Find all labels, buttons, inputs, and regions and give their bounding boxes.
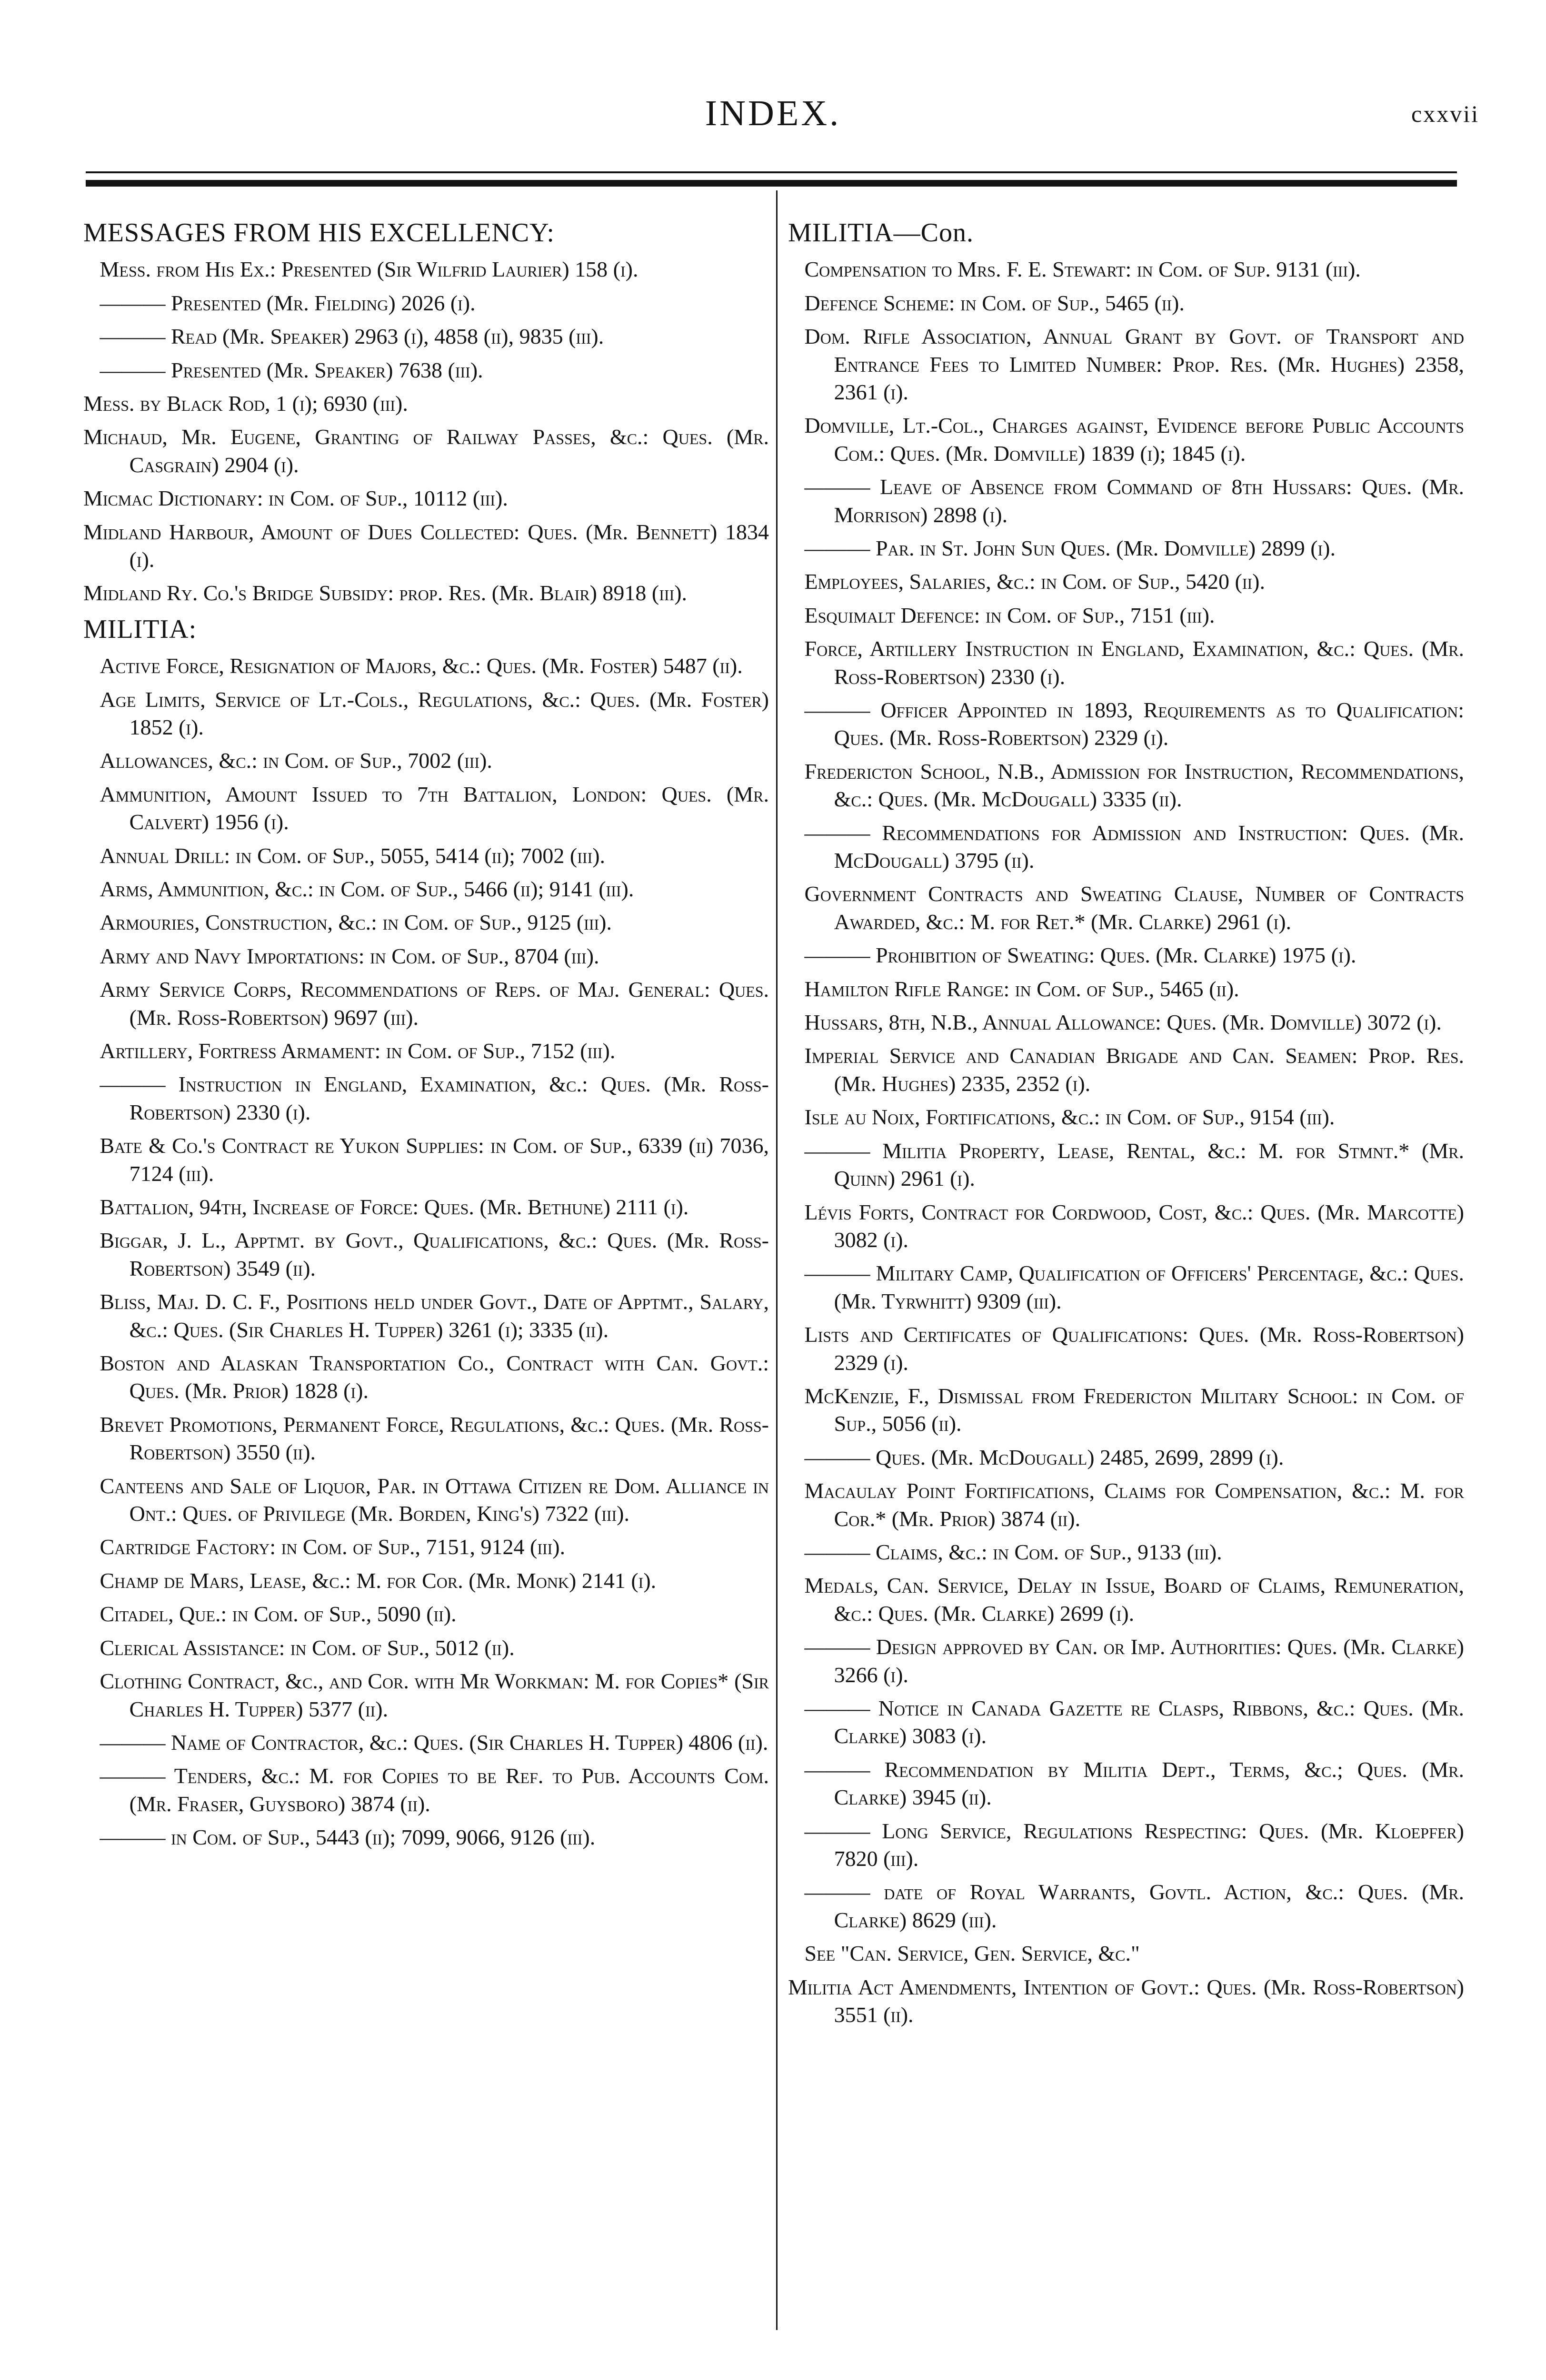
index-entry: ——— Recommendation by Militia Dept., Terms, &c.; Ques. (Mr. Clarke) 3945 (ii).: [804, 1757, 1464, 1810]
index-entry: Imperial Service and Canadian Brigade and Can. Seamen: Prop. Res. (Mr. Hughes) 2335, 2352 (i).: [804, 1043, 1464, 1096]
index-entry: Michaud, Mr. Eugene, Granting of Railway Passes, &c.: Ques. (Mr. Casgrain) 2904 (i).: [83, 425, 769, 477]
index-entry: Citadel, Que.: in Com. of Sup., 5090 (ii).: [100, 1602, 457, 1626]
index-entry: Army and Navy Importations: in Com. of Sup., 8704 (iii).: [100, 943, 599, 968]
index-entry: ——— Ques. (Mr. McDougall) 2485, 2699, 2899 (i).: [804, 1445, 1284, 1469]
index-entry: ——— Design approved by Can. or Imp. Authorities: Ques. (Mr. Clarke) 3266 (i).: [804, 1635, 1464, 1687]
index-entry: Micmac Dictionary: in Com. of Sup., 10112 (iii).: [83, 486, 508, 511]
column-divider: [776, 190, 778, 2330]
index-entry: Boston and Alaskan Transportation Co., Contract with Can. Govt.: Ques. (Mr. Prior) 1828 (i).: [100, 1351, 769, 1403]
index-entry: Ammunition, Amount Issued to 7th Battalion, London: Ques. (Mr. Calvert) 1956 (i).: [100, 782, 769, 834]
header-rule-thick: [86, 180, 1457, 187]
index-entry: Bate & Co.'s Contract re Yukon Supplies: in Com. of Sup., 6339 (ii) 7036, 7124 (iii).: [100, 1133, 769, 1186]
index-entry: Macaulay Point Fortifications, Claims for Compensation, &c.: M. for Cor.* (Mr. Prior) 3874 (ii).: [804, 1478, 1464, 1531]
index-entry: ——— Recommendations for Admission and Instruction: Ques. (Mr. McDougall) 3795 (ii).: [804, 820, 1464, 873]
index-entry: ——— Notice in Canada Gazette re Clasps, Ribbons, &c.: Ques. (Mr. Clarke) 3083 (i).: [804, 1696, 1464, 1748]
index-entry: ——— Instruction in England, Examination, &c.: Ques. (Mr. Ross-Robertson) 2330 (i).: [100, 1072, 769, 1124]
index-entry: Midland Harbour, Amount of Dues Collected: Ques. (Mr. Bennett) 1834 (i).: [83, 519, 769, 572]
index-entry: ——— Long Service, Regulations Respecting: Ques. (Mr. Kloepfer) 7820 (iii).: [804, 1818, 1464, 1871]
index-entry: Compensation to Mrs. F. E. Stewart: in Com. of Sup. 9131 (iii).: [804, 257, 1361, 282]
index-entry: ——— Officer Appointed in 1893, Requirements as to Qualification: Ques. (Mr. Ross-Robertson) 2329 (i).: [804, 698, 1464, 750]
index-entry: Medals, Can. Service, Delay in Issue, Board of Claims, Remuneration, &c.: Ques. (Mr. Clarke) 2699 (i).: [804, 1573, 1464, 1626]
index-entry: Allowances, &c.: in Com. of Sup., 7002 (iii).: [100, 748, 492, 773]
index-entry: ——— Military Camp, Qualification of Officers' Percentage, &c.: Ques. (Mr. Tyrwhitt) 9309 (iii).: [804, 1261, 1464, 1313]
index-entry: ——— Tenders, &c.: M. for Copies to be Ref. to Pub. Accounts Com. (Mr. Fraser, Guysboro) 3874 (ii).: [100, 1764, 769, 1816]
index-entry: ——— Claims, &c.: in Com. of Sup., 9133 (iii).: [804, 1539, 1222, 1564]
header-rule-thin: [86, 171, 1457, 173]
index-entry: ——— Presented (Mr. Speaker) 7638 (iii).: [100, 357, 483, 382]
page-title: INDEX.: [705, 93, 841, 133]
index-entry: ——— Read (Mr. Speaker) 2963 (i), 4858 (ii), 9835 (iii).: [100, 324, 604, 349]
index-entry: Employees, Salaries, &c.: in Com. of Sup., 5420 (ii).: [804, 569, 1265, 594]
index-entry: Army Service Corps, Recommendations of Reps. of Maj. General: Ques. (Mr. Ross-Robertson) 9697 (iii).: [100, 977, 769, 1030]
index-entry: Mess. from His Ex.: Presented (Sir Wilfrid Laurier) 158 (i).: [100, 257, 638, 282]
index-entry: Clerical Assistance: in Com. of Sup., 5012 (ii).: [100, 1635, 515, 1660]
index-heading: MILITIA—Con.: [788, 218, 974, 248]
index-entry: Fredericton School, N.B., Admission for Instruction, Recommendations, &c.: Ques. (Mr. McDougall) 3335 (ii).: [804, 759, 1464, 812]
index-entry: Lists and Certificates of Qualifications: Ques. (Mr. Ross-Robertson) 2329 (i).: [804, 1322, 1464, 1375]
index-entry: Lévis Forts, Contract for Cordwood, Cost, &c.: Ques. (Mr. Marcotte) 3082 (i).: [804, 1200, 1464, 1252]
index-entry: Canteens and Sale of Liquor, Par. in Ottawa Citizen re Dom. Alliance in Ont.: Ques. of Privilege (Mr. Borden, King's) 7322 (iii).: [100, 1473, 769, 1526]
index-entry: ——— Militia Property, Lease, Rental, &c.: M. for Stmnt.* (Mr. Quinn) 2961 (i).: [804, 1138, 1464, 1191]
index-entry: ——— Leave of Absence from Command of 8th Hussars: Ques. (Mr. Morrison) 2898 (i).: [804, 475, 1464, 527]
index-entry: Arms, Ammunition, &c.: in Com. of Sup., 5466 (ii); 9141 (iii).: [100, 876, 634, 901]
index-entry: Defence Scheme: in Com. of Sup., 5465 (ii).: [804, 290, 1185, 315]
index-entry: Champ de Mars, Lease, &c.: M. for Cor. (Mr. Monk) 2141 (i).: [100, 1568, 657, 1593]
index-entry: Armouries, Construction, &c.: in Com. of Sup., 9125 (iii).: [100, 910, 612, 935]
index-entry: Midland Ry. Co.'s Bridge Subsidy: prop. Res. (Mr. Blair) 8918 (iii).: [83, 581, 688, 605]
index-entry: Government Contracts and Sweating Clause, Number of Contracts Awarded, &c.: M. for Ret.* (Mr. Clarke) 2961 (i).: [804, 882, 1464, 934]
index-entry: ——— Name of Contractor, &c.: Ques. (Sir Charles H. Tupper) 4806 (ii).: [100, 1730, 768, 1755]
index-entry: McKenzie, F., Dismissal from Fredericton Military School: in Com. of Sup., 5056 (ii).: [804, 1383, 1464, 1436]
index-entry: ——— Par. in St. John Sun Ques. (Mr. Domville) 2899 (i).: [804, 536, 1336, 560]
index-entry: Force, Artillery Instruction in England, Examination, &c.: Ques. (Mr. Ross-Robertson) 2330 (i).: [804, 636, 1464, 689]
page-number: cxxvii: [1411, 100, 1479, 127]
index-entry: Cartridge Factory: in Com. of Sup., 7151, 9124 (iii).: [100, 1535, 566, 1559]
index-heading: MILITIA:: [83, 614, 197, 644]
index-entry: Mess. by Black Rod, 1 (i); 6930 (iii).: [83, 391, 408, 416]
index-entry: Hussars, 8th, N.B., Annual Allowance: Ques. (Mr. Domville) 3072 (i).: [804, 1010, 1442, 1035]
index-entry: Esquimalt Defence: in Com. of Sup., 7151 (iii).: [804, 603, 1215, 627]
index-entry: Militia Act Amendments, Intention of Govt.: Ques. (Mr. Ross-Robertson) 3551 (ii).: [788, 1974, 1464, 2027]
index-heading: MESSAGES FROM HIS EXCELLENCY:: [83, 218, 555, 248]
right-column: [788, 217, 1464, 2034]
index-entry: Annual Drill: in Com. of Sup., 5055, 5414 (ii); 7002 (iii).: [100, 843, 606, 868]
index-entry: ——— in Com. of Sup., 5443 (ii); 7099, 9066, 9126 (iii).: [100, 1825, 596, 1850]
index-entry: Biggar, J. L., Apptmt. by Govt., Qualifications, &c.: Ques. (Mr. Ross-Robertson) 3549 (ii).: [100, 1228, 769, 1280]
index-entry: Bliss, Maj. D. C. F., Positions held under Govt., Date of Apptmt., Salary, &c.: Ques. (Sir Charles H. Tupper) 3261 (i); 3335 (ii).: [100, 1289, 769, 1342]
index-entry: Clothing Contract, &c., and Cor. with Mr Workman: M. for Copies* (Sir Charles H. Tupper) 5377 (ii).: [100, 1669, 769, 1721]
index-entry: Dom. Rifle Association, Annual Grant by Govt. of Transport and Entrance Fees to Limited Number: Prop. Res. (Mr. Hughes) 2358, 2361 (i).: [804, 324, 1464, 404]
index-entry: ——— Presented (Mr. Fielding) 2026 (i).: [100, 290, 476, 315]
index-entry: Age Limits, Service of Lt.-Cols., Regulations, &c.: Ques. (Mr. Foster) 1852 (i).: [100, 687, 769, 739]
index-entry: Hamilton Rifle Range: in Com. of Sup., 5465 (ii).: [804, 976, 1239, 1001]
index-entry: Domville, Lt.-Col., Charges against, Evidence before Public Accounts Com.: Ques. (Mr. Domville) 1839 (i); 1845 (i).: [804, 413, 1464, 466]
index-entry: Artillery, Fortress Armament: in Com. of Sup., 7152 (iii).: [100, 1038, 616, 1063]
index-entry: Brevet Promotions, Permanent Force, Regulations, &c.: Ques. (Mr. Ross-Robertson) 3550 (ii).: [100, 1412, 769, 1465]
index-entry: Active Force, Resignation of Majors, &c.: Ques. (Mr. Foster) 5487 (ii).: [100, 654, 743, 678]
left-column: [83, 217, 769, 1857]
index-entry: See "Can. Service, Gen. Service, &c.": [804, 1941, 1140, 1966]
index-entry: Isle au Noix, Fortifications, &c.: in Com. of Sup., 9154 (iii).: [804, 1105, 1335, 1130]
index-entry: ——— date of Royal Warrants, Govtl. Action, &c.: Ques. (Mr. Clarke) 8629 (iii).: [804, 1880, 1464, 1932]
index-entry: ——— Prohibition of Sweating: Ques. (Mr. Clarke) 1975 (i).: [804, 943, 1356, 968]
index-entry: Battalion, 94th, Increase of Force: Ques. (Mr. Bethune) 2111 (i).: [100, 1195, 689, 1219]
